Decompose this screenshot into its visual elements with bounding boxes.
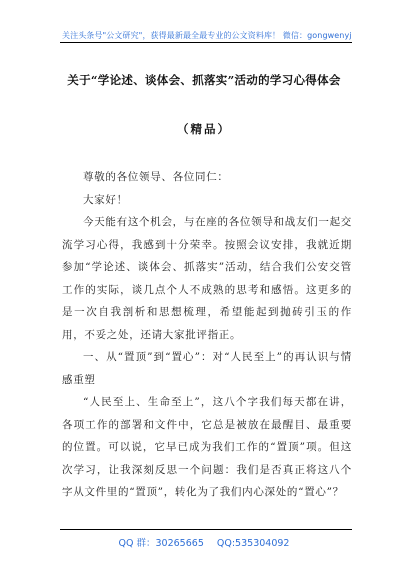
intro-paragraph: 今天能有这个机会，与在座的各位领导和战友们一起交流学习心得，我感到十分荣幸。按照会议安排，我就近期参加“学论述、谈体会、抓落实”活动，结合我们公安交管工作的实际，谈几点个人不成熟的思考和感悟。这更多的是一次自我剖析和思想梳理，希望能起到抛砖引玉的作用，不妥之处，还请大家批评指正。 <box>62 216 352 341</box>
document-body <box>62 166 352 504</box>
footer-divider <box>60 529 352 530</box>
document-title: 关于“学论述、谈体会、抓落实”活动的学习心得体会 <box>67 73 341 87</box>
header-divider <box>60 42 352 43</box>
header-notice: 关注头条号"公文研究"，获得最新最全最专业的公文资料库！ 微信：gongwenyj <box>62 31 352 40</box>
section-heading: 一、从“置顶”到“置心”：对“人民至上”的再认识与情感重塑 <box>62 351 352 386</box>
salutation: 尊敬的各位领导、各位同仁： <box>83 171 229 183</box>
body-paragraph: “人民至上、生命至上”，这八个字我们每天都在讲，各项工作的部署和文件中，它总是被放在最醒目、最重要的位置。可以说，它早已成为我们工作的“置顶”项。但这次学习，让我深刻反思一个问题：我们是否真正将这八个字从文件里的“置顶”，转化为了我们内心深处的“置心”？ <box>62 396 352 498</box>
greeting: 大家好！ <box>83 193 128 206</box>
qq-number: QQ:535304092 <box>216 538 290 549</box>
qq-group: QQ 群：30265665 <box>118 538 204 549</box>
footer-contact <box>0 535 408 549</box>
document-subtitle: （精品） <box>177 122 231 136</box>
